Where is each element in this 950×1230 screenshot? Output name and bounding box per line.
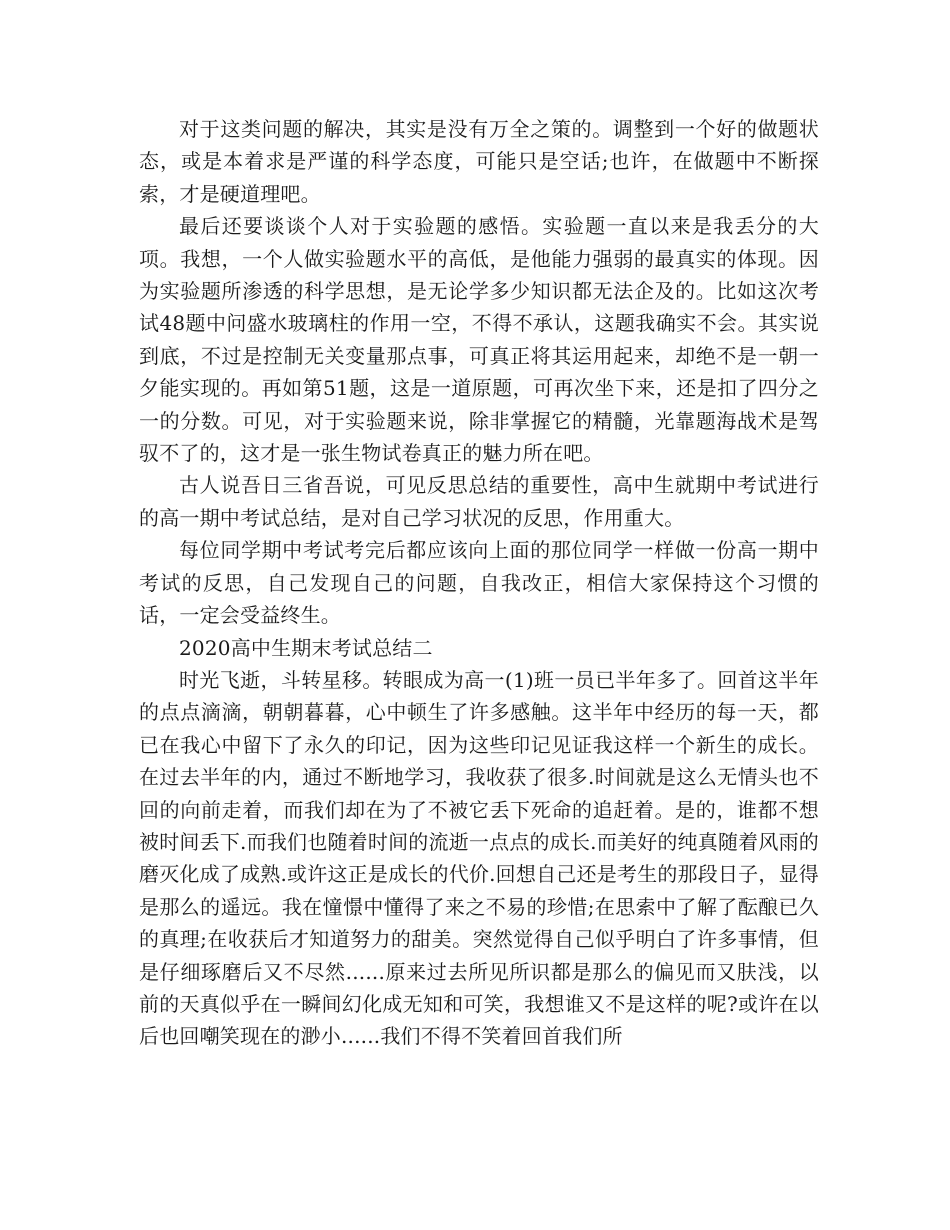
paragraph-advice: 每位同学期中考试考完后都应该向上面的那位同学一样做一份高一期中考试的反思，自己发现自己的问题，自我改正，相信大家保持这个习惯的话，一定会受益终生。 xyxy=(139,538,819,628)
paragraph-self-reflection: 古人说吾日三省吾说，可见反思总结的重要性，高中生就期中考试进行的高一期中考试总结，是对自己学习状况的反思，作用重大。 xyxy=(139,473,819,530)
document-body xyxy=(139,113,819,1053)
paragraph-half-year-summary: 时光飞逝，斗转星移。转眼成为高一(1)班一员已半年多了。回首这半年的点点滴滴，朝朝暮暮，心中顿生了许多感触。这半年中经历的每一天，都已在我心中留下了永久的印记，因为这些印记见证我这样一个新生的成长。在过去半年的内，通过不断地学习，我收获了很多.时间就是这么无情头也不回的向前走着，而我们却在为了不被它丢下死命的追赶着。是的，谁都不想被时间丢下.而我们也随着时间的流逝一点点的成长.而美好的纯真随着风雨的磨灭化成了成熟.或许这正是成长的代价.回想自己还是考生的那段日子，显得是那么的遥远。我在憧憬中懂得了来之不易的珍惜;在思索中了解了酝酿已久的真理;在收获后才知道努力的甜美。突然觉得自己似乎明白了许多事情，但是仔细琢磨后又不尽然......原来过去所见所识都是那么的偏见而又肤浅，以前的天真似乎在一瞬间幻化成无知和可笑，我想谁又不是这样的呢?或许在以后也回嘲笑现在的渺小......我们不得不笑着回首我们所 xyxy=(139,667,819,1049)
section-heading: 2020高中生期末考试总结二 xyxy=(179,635,433,660)
paragraph-experiment-reflection: 最后还要谈谈个人对于实验题的感悟。实验题一直以来是我丢分的大项。我想，一个人做实验题水平的高低，是他能力强弱的最真实的体现。因为实验题所渗透的科学思想，是无论学多少知识都无法企及的。比如这次考试48题中问盛水玻璃柱的作用一空，不得不承认，这题我确实不会。其实说到底，不过是控制无关变量那点事，可真正将其运用起来，却绝不是一朝一夕能实现的。再如第51题，这是一道原题，可再次坐下来，还是扣了四分之一的分数。可见，对于实验题来说，除非掌握它的精髓，光靠题海战术是驾驭不了的，这才是一张生物试卷真正的魅力所在吧。 xyxy=(139,214,819,466)
paragraph-problem-solving: 对于这类问题的解决，其实是没有万全之策的。调整到一个好的做题状态，或是本着求是严谨的科学态度，可能只是空话;也许，在做题中不断探索，才是硬道理吧。 xyxy=(139,117,819,206)
